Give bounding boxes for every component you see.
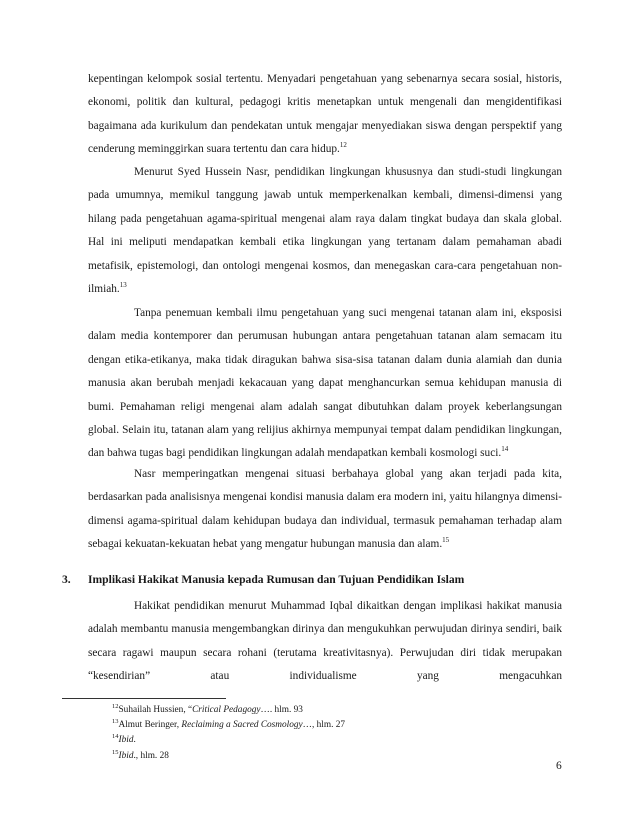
- footnote-number: 13: [112, 718, 119, 726]
- paragraph-text: Hakikat pendidikan menurut Muhammad Iqbal dikaitkan dengan implikasi hakikat manusia adalah membantu manusia mengembangkan dirinya dan mengukuhkan perwujudan dirinya sendiri, baik secara ragawi maupun secara rohani (terutama kreativitasnya). Perwujudan diri tidak merupakan “kesendirian” atau individualisme yang mengacuhkan: [88, 600, 562, 683]
- footnote-number: 14: [112, 733, 119, 741]
- paragraph-text: Nasr memperingatkan mengenai situasi berbahaya global yang akan terjadi pada kita, berdasarkan pada analisisnya mengenai kondisi manusia dalam era modern ini, yaitu hilangnya dimensi-dimensi agama-spiritual dalam kehidupan budaya dan individual, termasuk pemahaman terhadap alam sebagai kekuatan-kekuatan hebat yang mengatur hubungan manusia dan alam.: [88, 468, 562, 551]
- page-number: 6: [556, 760, 562, 772]
- paragraph-iqbal: [88, 595, 562, 689]
- section-heading: [62, 572, 562, 588]
- footnote-number: 15: [112, 748, 119, 756]
- section-title: Implikasi Hakikat Manusia kepada Rumusan dan Tujuan Pendidikan Islam: [88, 573, 465, 586]
- paragraph-text: Menurut Syed Hussein Nasr, pendidikan lingkungan khususnya dan studi-studi lingkungan pada umumnya, memikul tanggung jawab untuk memperkenalkan kembali, dimensi-dimensi yang hilang pada pengetahuan agama-spiritual mengenai alam raya dalam tingkat budaya dan skala global. Hal ini meliputi mendapatkan kembali etika lingkungan yang tertanam dalam pemahaman abadi metafisik, epistemologi, dan ontologi mengenai kosmos, dan menegaskan cara-cara pengetahuan non-ilmiah.: [88, 166, 562, 296]
- footnote-text: …, hlm. 27: [302, 720, 346, 731]
- footnote-text: Suhailah Hussien, “: [118, 705, 193, 715]
- footnotes: [112, 703, 532, 764]
- paragraph-nasr-environment: [88, 161, 562, 301]
- paragraph-sacred-knowledge: [88, 302, 562, 466]
- footnote-13: [112, 718, 532, 733]
- paragraph-nasr-warning: [88, 463, 562, 557]
- footnote-text: …. hlm. 93: [260, 705, 303, 715]
- footnote-ref: 12: [339, 141, 347, 150]
- footnote-text: .: [133, 735, 136, 746]
- paragraph-text: kepentingan kelompok sosial tertentu. Menyadari pengetahuan yang sebenarnya secara sosial, historis, ekonomi, politik dan kultural, pedagogi kritis menetapkan untuk mengenali dan mengidentifikasi bagaimana ada kurikulum dan pendekatan untuk mengajar menyediakan siswa dengan perspektif yang cenderung meminggirkan suara tertentu dan cara hidup.: [88, 73, 562, 156]
- footnote-title: Critical Pedagogy: [192, 705, 261, 715]
- footnote-text: ., hlm. 28: [133, 750, 169, 761]
- footnote-14: [112, 733, 532, 748]
- section-number: 3.: [62, 573, 71, 586]
- footnote-number: 12: [112, 702, 119, 710]
- paragraph-text: Tanpa penemuan kembali ilmu pengetahuan yang suci mengenai tatanan alam ini, eksposisi dalam media kontemporer dan perumusan hubungan antara pengetahuan tatanan alam semacam itu dengan etika-etikanya, maka tidak diragukan bahwa sisa-sisa tatanan dalam dunia alamiah dan dunia manusia akan berubah menjadi kekacauan yang dapat menghancurkan semua kehidupan manusia di bumi. Pemahaman religi mengenai alam adalah sangat dibutuhkan dalam proyek keberlangsungan global. Selain itu, tatanan alam yang relijius akhirnya mempunyai tempat dalam pendidikan lingkungan, dan bahwa tugas bagi pendidikan lingkungan adalah mendapatkan kembali kosmologi suci.: [88, 307, 562, 460]
- footnote-title: Reclaiming a Sacred Cosmology: [181, 720, 303, 731]
- footnote-ref: 15: [442, 536, 450, 545]
- footnote-text: Almut Beringer,: [118, 720, 182, 731]
- footnote-15: [112, 749, 532, 764]
- paragraph-continuation: [88, 68, 562, 162]
- footnote-divider: [62, 698, 226, 699]
- footnote-title: Ibid: [118, 735, 134, 746]
- footnote-title: Ibid: [118, 750, 134, 761]
- footnote-ref: 14: [501, 445, 509, 454]
- footnote-12: [112, 703, 532, 718]
- footnote-ref: 13: [119, 281, 127, 290]
